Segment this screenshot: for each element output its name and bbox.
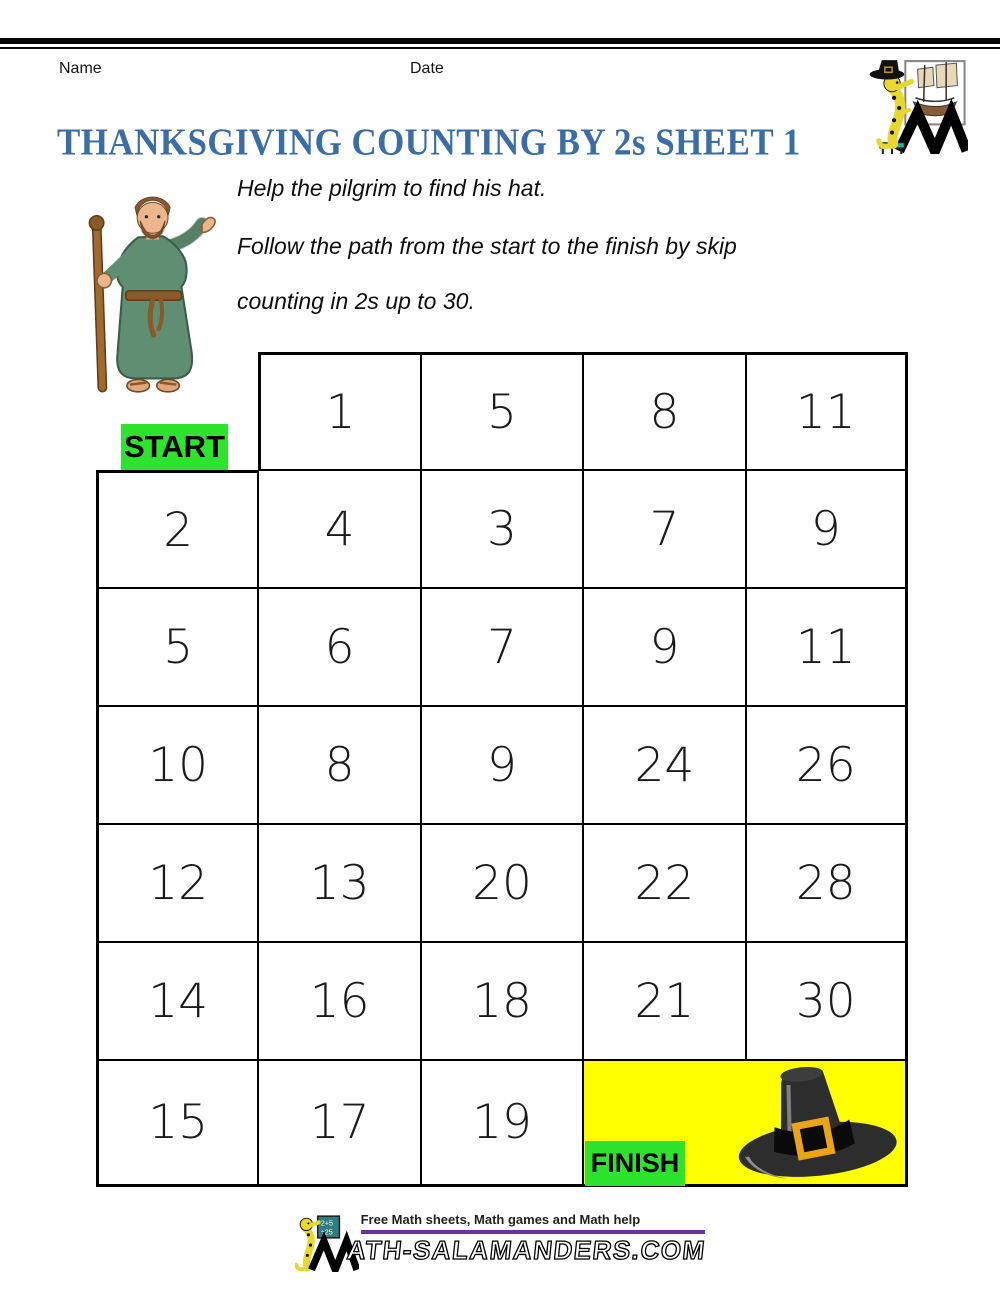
maze-cell: 17: [258, 1060, 420, 1187]
maze-cell: 11: [746, 352, 908, 470]
maze-cell: 24: [583, 706, 745, 824]
maze-cell: 8: [258, 706, 420, 824]
footer-wordmark: ATH-SALAMANDERS.COM: [345, 1235, 708, 1265]
finish-badge: FINISH: [585, 1141, 685, 1186]
maze-cell: 19: [421, 1060, 583, 1187]
footer-tagline: Free Math sheets, Math games and Math help: [360, 1212, 641, 1227]
footer-board-line2: ÷25: [320, 1227, 333, 1237]
page-title: THANKSGIVING COUNTING BY 2s SHEET 1: [57, 121, 801, 164]
instruction-line-3: counting in 2s up to 30.: [237, 288, 475, 314]
maze-cell: 30: [746, 942, 908, 1060]
maze-cell: 7: [421, 588, 583, 706]
maze-cell: 9: [421, 706, 583, 824]
maze-cell: 4: [258, 470, 420, 588]
maze-cell: 10: [96, 706, 258, 824]
salamander-pilgrim-logo-icon: [860, 57, 968, 154]
maze-cell: 12: [96, 824, 258, 942]
pilgrim-hat-icon: [730, 1062, 902, 1184]
maze-cell: 3: [421, 470, 583, 588]
maze-cell: 5: [421, 352, 583, 470]
maze-cell: 13: [258, 824, 420, 942]
maze-cell: 15: [96, 1060, 258, 1187]
top-border-rule: [0, 38, 1000, 49]
maze-cell: 22: [583, 824, 745, 942]
maze-cell: 21: [583, 942, 745, 1060]
name-label: Name: [59, 60, 102, 77]
maze-cell: 5: [96, 588, 258, 706]
maze-cell: 7: [583, 470, 745, 588]
site-logo: [860, 57, 968, 154]
maze-cell: 26: [746, 706, 908, 824]
maze-cell: 14: [96, 942, 258, 1060]
maze-cell: 2: [96, 470, 258, 588]
maze-cell: 8: [583, 352, 745, 470]
instruction-line-1: Help the pilgrim to find his hat.: [237, 175, 547, 201]
maze-cell: 9: [583, 588, 745, 706]
maze-cell: 20: [421, 824, 583, 942]
start-badge: START: [121, 424, 228, 470]
footer-board-line1: 2+5: [320, 1218, 333, 1228]
maze-cell: 28: [746, 824, 908, 942]
pilgrim-hat-illustration: [730, 1062, 902, 1184]
footer: [0, 1212, 1000, 1272]
maze-cell: 18: [421, 942, 583, 1060]
instruction-line-2: Follow the path from the start to the finish by skip: [237, 233, 737, 259]
maze-cell: 1: [258, 352, 420, 470]
maze-cell: 9: [746, 470, 908, 588]
maze-cell: 16: [258, 942, 420, 1060]
footer-divider: [361, 1230, 706, 1234]
maze-cell: 11: [746, 588, 908, 706]
maze-cell: 6: [258, 588, 420, 706]
date-label: Date: [410, 60, 444, 77]
